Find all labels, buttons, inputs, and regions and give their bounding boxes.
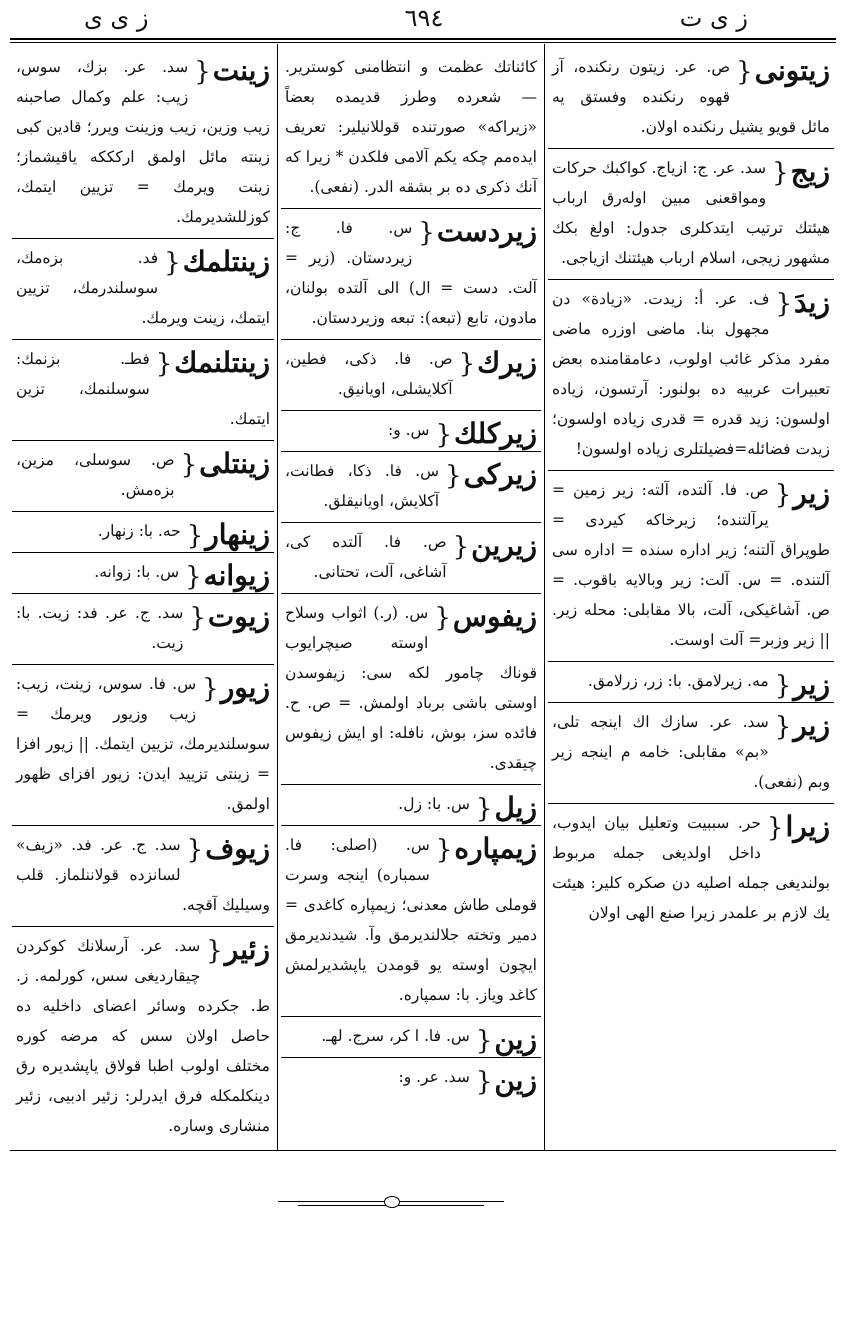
dictionary-entry: [12, 665, 274, 826]
right-column: [548, 48, 834, 1146]
entry-definition: سد. عر. آرسلانك كوكردن چيقارديغى سس، كورلمه. ز. ط. جكرده وسائر اعضاى داخليه ده حاصل اولان سس كه مرضه كوره مختلف اولوب اطبا قولاق ياپشديره رق دينكلمكله فرق ايدرلر: زئير ادبيى، زئير منشارى وساره.: [16, 937, 270, 1135]
entry-definition: سد. عر. سازك اك اينجه تلى، «بم» مقابلى: خامه م اينجه زير وبم (نفعى).: [552, 713, 830, 791]
left-running-head: ز ى ى: [84, 4, 149, 32]
dictionary-entry: [12, 826, 274, 927]
dictionary-entry: [281, 594, 541, 785]
entry-headword: زيل {: [476, 789, 537, 828]
dictionary-entry: [281, 411, 541, 452]
entry-headword: زيركلك {: [435, 415, 537, 454]
entry-headword: زيرين {: [453, 527, 537, 566]
dictionary-entry: [281, 209, 541, 340]
entry-definition: س. (اصلى: فا. سمباره) اينجه وسرت قوملى طاش معدنى؛ زيمپاره كاغدى = دمير وتخته جلالنديرمق وآ. شيدنديرمق ايچون اوسته يو قومدن ياپشديرلمش كاغد وياز. با: سمپاره.: [285, 836, 537, 1004]
dictionary-entry: [281, 1017, 541, 1058]
dictionary-entry: [281, 452, 541, 523]
entry-definition: مه. زيرلامق. با: زر، زرلامق.: [587, 672, 769, 690]
entry-definition: س. (ر.) اثواب وسلاح اوسته صيچرايوب قوناك چامور لكه سى: زيفوسدن اوستى باشى برباد اولمش. = ص. ح. فائده سز، بوش، نافله: او ايش زيفوس چيقدى.: [285, 604, 537, 772]
dictionary-entry: [548, 662, 834, 703]
dictionary-entry: [281, 340, 541, 411]
entry-headword: زينهار {: [187, 516, 270, 555]
entry-definition: ص. فا. آلتده، آلته: زير زمين = يرآلتنده؛ زيرخاكه كيردى = طوپراق آلتنه؛ زير اداره سنده = اداره سى آلتنده. = س. آلت: زير وبالايه باقوب. = ص. آشاغيكى، آلت، بالا مقابلى: محله زير. || زير وزبر= آلت اوست.: [552, 481, 830, 649]
entry-definition: س. فا. ا كر، سرج. لهـ.: [321, 1027, 470, 1045]
header-rule-thin: [10, 42, 836, 43]
entry-definition: ص. فا. ذكى، فطين، آكلايشلى، اويانيق.: [285, 350, 453, 398]
entry-definition: ص. عر. زيتون رنكنده، آز قهوه رنكنده وفستق يه مائل قويو يشيل رنكنده اولان.: [552, 58, 830, 136]
dictionary-entry: [12, 512, 274, 553]
entry-definition: سد. عر. بزك، سوس، زيب: علم وكمال صاحبنه زيب وزين، زيب وزينت ويرر؛ قادين كبى زينته مائل اولمق اركككه ياقيشماز؛ زينت ويرمك = تزيين ايتمك، كوزللشديرمك.: [16, 58, 270, 226]
entry-headword: زينتلمك {: [164, 243, 270, 282]
dictionary-entry: [12, 594, 274, 665]
entry-headword: زينتلى {: [181, 445, 270, 484]
dictionary-entry: [548, 149, 834, 280]
dictionary-entry: [281, 523, 541, 594]
entry-definition: سد. عر. و:: [398, 1068, 470, 1086]
entry-headword: زيوانه {: [185, 557, 270, 596]
dictionary-entry: [548, 471, 834, 662]
dictionary-entry: [12, 340, 274, 441]
entry-definition: س. با: زوانه.: [94, 563, 180, 581]
entry-headword: زيوت {: [189, 598, 270, 637]
dictionary-entry: [548, 804, 834, 934]
dictionary-entry: [281, 785, 541, 826]
entry-headword: زين {: [476, 1062, 537, 1101]
entry-headword: زيتونى {: [736, 52, 830, 91]
dictionary-entry: [12, 441, 274, 512]
dictionary-entry: [548, 280, 834, 471]
entry-definition: ص. سوسلى، مزين، بزەمش.: [16, 451, 175, 499]
entry-definition: س. با: زل.: [398, 795, 470, 813]
entry-definition: س. فا. ج: زيردستان. (زير = آلت. دست = ال) الى آلتده بولنان، مادون، تابع (تبعه): تبعه وزيردستان.: [285, 219, 537, 327]
entry-definition: كائناتك عظمت و انتظامنى كوسترير. — شعرده وطرز قديمده بعضاً «زيراكه» صورتنده قوللانيلير: تعريف ايدەمم چكه يكم آلامى فلكدن * زيرا كه آنك ذكرى ده بر بشقه الدر. (نفعى).: [285, 58, 537, 196]
entry-definition: فطـ. بزنمك: سوسلنمك، تزين ايتمك.: [16, 350, 270, 428]
column-divider: [544, 44, 545, 1150]
entry-headword: زيور {: [202, 669, 270, 708]
footer-ornament: [278, 1192, 504, 1212]
entry-definition: س. فا. ذكا، فطانت، آكلايش، اويانيقلق.: [285, 462, 440, 510]
entry-headword: زيرا {: [767, 808, 830, 847]
header-rule: [10, 38, 836, 40]
right-running-head: ز ى ت: [679, 4, 748, 32]
entry-definition: س. فا. سوس، زينت، زيب: زيب وزيور ويرمك = سوسلنديرمك، تزيين ايتمك. || زيور افزا = زينتى تزييد ايدن: زيور افزاى ظهور اولمق.: [16, 675, 270, 813]
entry-headword: زيرك {: [459, 344, 537, 383]
dictionary-entry: [281, 48, 541, 209]
entry-headword: زينت {: [194, 52, 270, 91]
entry-definition: سد. ج. عر. فد. «زيف» لسانزده قولاننلماز. قلب وسيليك آقچه.: [16, 836, 270, 914]
entry-headword: زين {: [476, 1021, 537, 1060]
page-header: [0, 0, 848, 42]
entry-headword: زير {: [775, 475, 830, 514]
footer-rule: [10, 1150, 836, 1151]
entry-headword: زير {: [775, 707, 830, 746]
entry-definition: حه. با: زنهار.: [97, 522, 181, 540]
entry-definition: ص. فا. آلتده كى، آشاغى، آلت، تحتانى.: [285, 533, 447, 581]
entry-headword: زيدَ {: [775, 284, 830, 323]
entry-headword: زيردست {: [418, 213, 537, 252]
entry-definition: س. و:: [388, 421, 430, 439]
entry-headword: زيج {: [772, 153, 830, 192]
entry-headword: زيفوس {: [434, 598, 537, 637]
dictionary-entry: [12, 553, 274, 594]
entry-headword: زيركى {: [445, 456, 537, 495]
page-number: ٦٩٤: [404, 4, 444, 32]
dictionary-entry: [12, 239, 274, 340]
column-divider: [277, 44, 278, 1150]
entry-headword: زيمپاره {: [436, 830, 537, 869]
dictionary-entry: [12, 927, 274, 1146]
dictionary-entry: [12, 48, 274, 239]
left-column: [12, 48, 274, 1146]
entry-headword: زيوف {: [187, 830, 270, 869]
entry-headword: زير {: [775, 666, 830, 705]
entry-definition: سد. عر. ج: ازياج. كواكبك حركات ومواقعنى مبين اولەرق ارباب هيئتك ترتيب ايتدكلرى جدول: اولغ بكك مشهور زيجى، اسلام ارباب هيئتنك ازياجى.: [552, 159, 830, 267]
dictionary-entry: [548, 48, 834, 149]
entry-definition: فد. بزەمك، سوسلندرمك، تزيين ايتمك، زينت ويرمك.: [16, 249, 270, 327]
entry-definition: ف. عر. أ: زيدت. «زيادة» دن مجهول بنا. ماضى اوزره ماضى مفرد مذكر غائب اولوب، دعامقامنده بعض تعبيرات عربيه ده بولنور: آرتسون، زياده اولسون: زيد قدره = قدرى زياده اولسون؛ زيدت فضائله=فضيلتلرى زياده اولسون!: [552, 290, 830, 458]
entry-headword: زينتلنمك {: [156, 344, 270, 383]
entry-definition: سد. ج. عر. فد: زيت. با: زيت.: [16, 604, 184, 652]
dictionary-entry: [281, 1058, 541, 1098]
dictionary-entry: [548, 703, 834, 804]
dictionary-entry: [281, 826, 541, 1017]
entry-headword: زئير {: [206, 931, 270, 970]
entry-definition: حر. سببيت وتعليل بيان ايدوب، داخل اولديغى جمله مربوط بولنديغى جمله اصليه دن صكره كلير: هيئت يك لازم بر علمدر زيرا صنع الهى اولان: [552, 814, 830, 922]
middle-column: [281, 48, 541, 1146]
